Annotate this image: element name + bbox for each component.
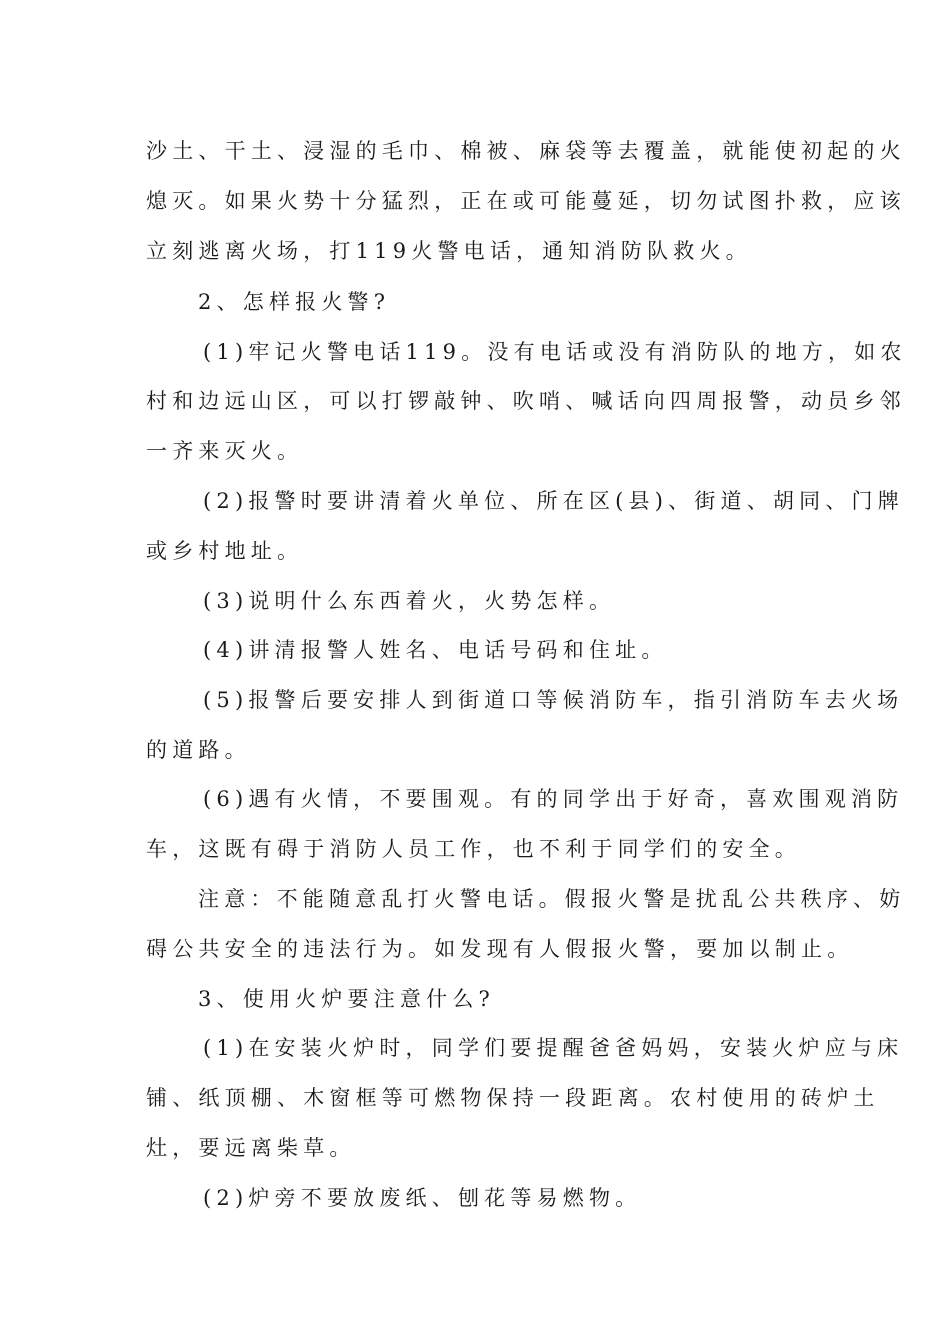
section-heading: 2、怎样报火警? — [198, 290, 391, 314]
text-line: (2)炉旁不要放废纸、刨花等易燃物。 — [203, 1186, 642, 1210]
text-line: (1)牢记火警电话119。没有电话或没有消防队的地方，如农 — [203, 340, 907, 364]
text-line: 立刻逃离火场，打119火警电话，通知消防队救火。 — [146, 239, 752, 263]
text-line: (1)在安装火炉时，同学们要提醒爸爸妈妈，安装火炉应与床 — [203, 1036, 904, 1060]
text-line: (3)说明什么东西着火，火势怎样。 — [203, 589, 616, 613]
text-line: 灶，要远离柴草。 — [146, 1136, 356, 1160]
text-line: 村和边远山区，可以打锣敲钟、吹哨、喊话向四周报警，动员乡邻 — [146, 389, 906, 413]
text-line: 沙土、干土、浸湿的毛巾、棉被、麻袋等去覆盖，就能使初起的火 — [146, 139, 906, 163]
text-line: 的道路。 — [146, 738, 251, 762]
text-line: (4)讲清报警人姓名、电话号码和住址。 — [203, 638, 668, 662]
section-heading: 3、使用火炉要注意什么? — [198, 987, 496, 1011]
text-line: (6)遇有火情，不要围观。有的同学出于好奇，喜欢围观消防 — [203, 787, 904, 811]
text-line: (5)报警后要安排人到街道口等候消防车，指引消防车去火场 — [203, 688, 904, 712]
text-line: (2)报警时要讲清着火单位、所在区(县)、街道、胡同、门牌 — [203, 489, 904, 513]
text-line: 熄灭。如果火势十分猛烈，正在或可能蔓延，切勿试图扑救，应该 — [146, 189, 906, 213]
text-line: 碍公共安全的违法行为。如发现有人假报火警，要加以制止。 — [146, 937, 854, 961]
text-line: 注意：不能随意乱打火警电话。假报火警是扰乱公共秩序、妨 — [198, 887, 906, 911]
text-line: 或乡村地址。 — [146, 539, 304, 563]
text-line: 车，这既有碍于消防人员工作，也不利于同学们的安全。 — [146, 837, 801, 861]
text-line: 一齐来灭火。 — [146, 439, 304, 463]
text-line: 铺、纸顶棚、木窗框等可燃物保持一段距离。农村使用的砖炉土 — [146, 1086, 880, 1110]
